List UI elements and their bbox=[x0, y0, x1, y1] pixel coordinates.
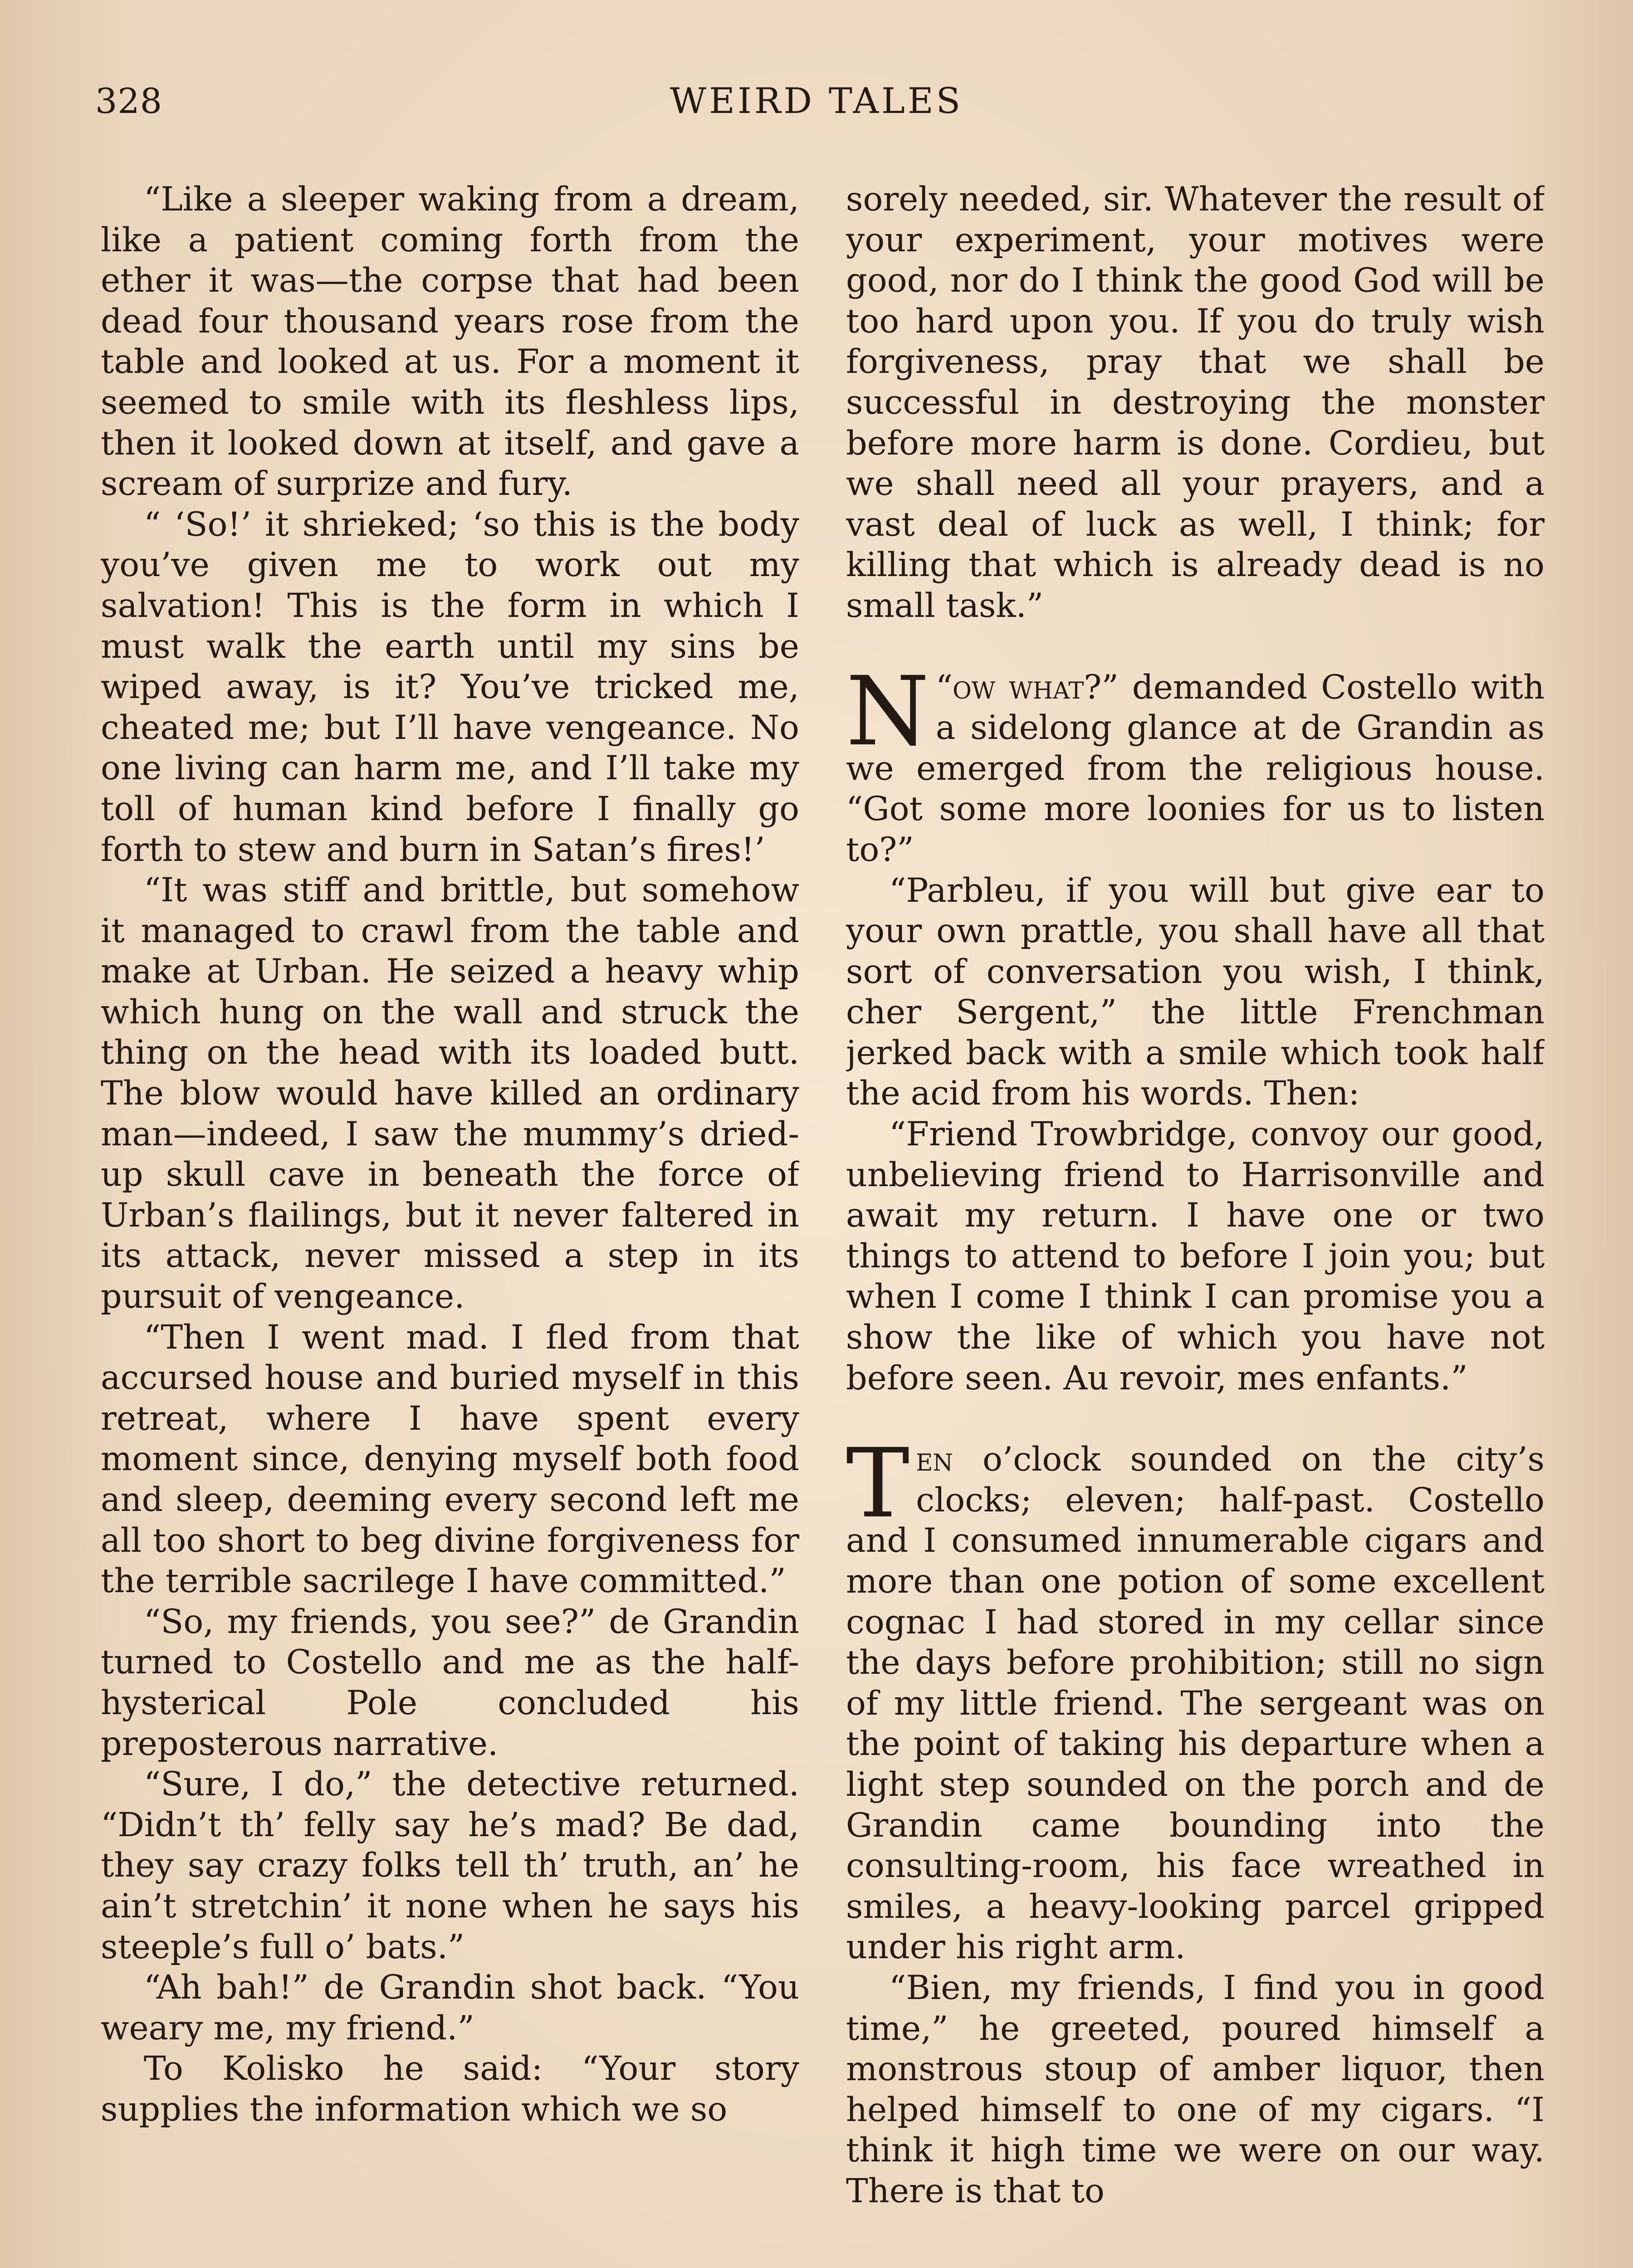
paragraph: “Like a sleeper waking from a dream, like a patient coming forth from the ether it was—the corpse that had been dead four thousand years rose from the table and looked at us. For a moment it seemed to smile with its fleshless lips, then it looked down at itself, and gave a scream of surprize and fury. bbox=[101, 180, 799, 503]
left-column bbox=[101, 179, 799, 2268]
paragraph: To Kolisko he said: “Your story supplies the information which we so bbox=[101, 2049, 799, 2129]
paragraph: “It was stiff and brittle, but somehow it managed to crawl from the table and make at Urban. He seized a heavy whip which hung on the wall and struck the thing on the head with its loaded butt. The blow would have killed an ordinary man—indeed, I saw the mummy’s dried-up skull cave in beneath the force of Urban’s flailings, but it never faltered in its attack, never missed a step in its pursuit of vengeance. bbox=[101, 871, 799, 1316]
page-number: 328 bbox=[95, 81, 163, 121]
paragraph: “So, my friends, you see?” de Grandin turned to Costello and me as the half-hysterical Pole concluded his preposterous narrative. bbox=[101, 1602, 799, 1763]
paragraph: “Bien, my friends, I find you in good time,” he greeted, poured himself a monstrous stoup of amber liquor, then helped himself to one of my cigars. “I think it high time we were on our way. There is that to bbox=[846, 1968, 1545, 2210]
small-caps-lead: en bbox=[916, 1440, 953, 1479]
paragraph: “Friend Trowbridge, convoy our good, unbelieving friend to Harrisonville and await my return. I have one or two things to attend to before I join you; but when I come I think I can promise you a show the like of which you have not before seen. Au revoir, mes enfants.” bbox=[846, 1115, 1545, 1398]
paragraph: “Parbleu, if you will but give ear to your own prattle, you shall have all that sort of conversation you wish, I think, cher Sergent,” the little Frenchman jerked back with a smile which took half the acid from his words. Then: bbox=[846, 871, 1545, 1113]
open-quote: “ bbox=[935, 668, 953, 707]
drop-cap: N bbox=[846, 655, 929, 767]
paragraph: “ ‘So!’ it shrieked; ‘so this is the body you’ve given me to work out my salvation! This is the form in which I must walk the earth until my sins be wiped away, is it? You’ve tricked me, cheated me; but I’ll have vengeance. No one living can harm me, and I’ll take my toll of human kind before I finally go forth to stew and burn in Satan’s fires!’ bbox=[101, 505, 799, 869]
paragraph-text: ” demanded Costello with a sidelong glance at de Grandin as we emerged from the religious house. “Got some more loonies for us to listen to?” bbox=[846, 668, 1545, 869]
drop-cap: T bbox=[846, 1428, 910, 1540]
small-caps-lead: ow what? bbox=[953, 668, 1102, 707]
section-opening-paragraph bbox=[846, 655, 1545, 870]
paragraph: “Sure, I do,” the detective returned. “Didn’t th’ felly say he’s mad? Be dad, they say crazy folks tell th’ truth, an’ he ain’t stretchin’ it none when he says his steeple’s full o’ bats.” bbox=[101, 1765, 799, 1966]
running-head: WEIRD TALES bbox=[670, 81, 963, 122]
paragraph: sorely needed, sir. Whatever the result of your experiment, your motives were good, nor do I think the good God will be too hard upon you. If you do truly wish forgiveness, pray that we shall be successful in destroying the monster before more harm is done. Cordieu, but we shall need all your prayers, and a vast deal of luck as well, I think; for killing that which is already dead is no small task.” bbox=[846, 180, 1545, 625]
paragraph-text: o’clock sounded on the city’s clocks; eleven; half-past. Costello and I consumed innumerable cigars and more than one potion of some excellent cognac I had stored in my cellar since the days before prohibition; still no sign of my little friend. The sergeant was on the point of taking his departure when a light step sounded on the porch and de Grandin came bounding into the consulting-room, his face wreathed in smiles, a heavy-looking parcel gripped under his right arm. bbox=[846, 1440, 1545, 1967]
paragraph: “Ah bah!” de Grandin shot back. “You weary me, my friend.” bbox=[101, 1968, 799, 2048]
right-column bbox=[846, 179, 1545, 2268]
section-opening-paragraph bbox=[846, 1428, 1545, 1968]
page-header bbox=[95, 81, 1538, 131]
paragraph: “Then I went mad. I fled from that accursed house and buried myself in this retreat, where I have spent every moment since, denying myself both food and sleep, deeming every second left me all too short to beg divine forgiveness for the terrible sacrilege I have committed.” bbox=[101, 1318, 799, 1601]
